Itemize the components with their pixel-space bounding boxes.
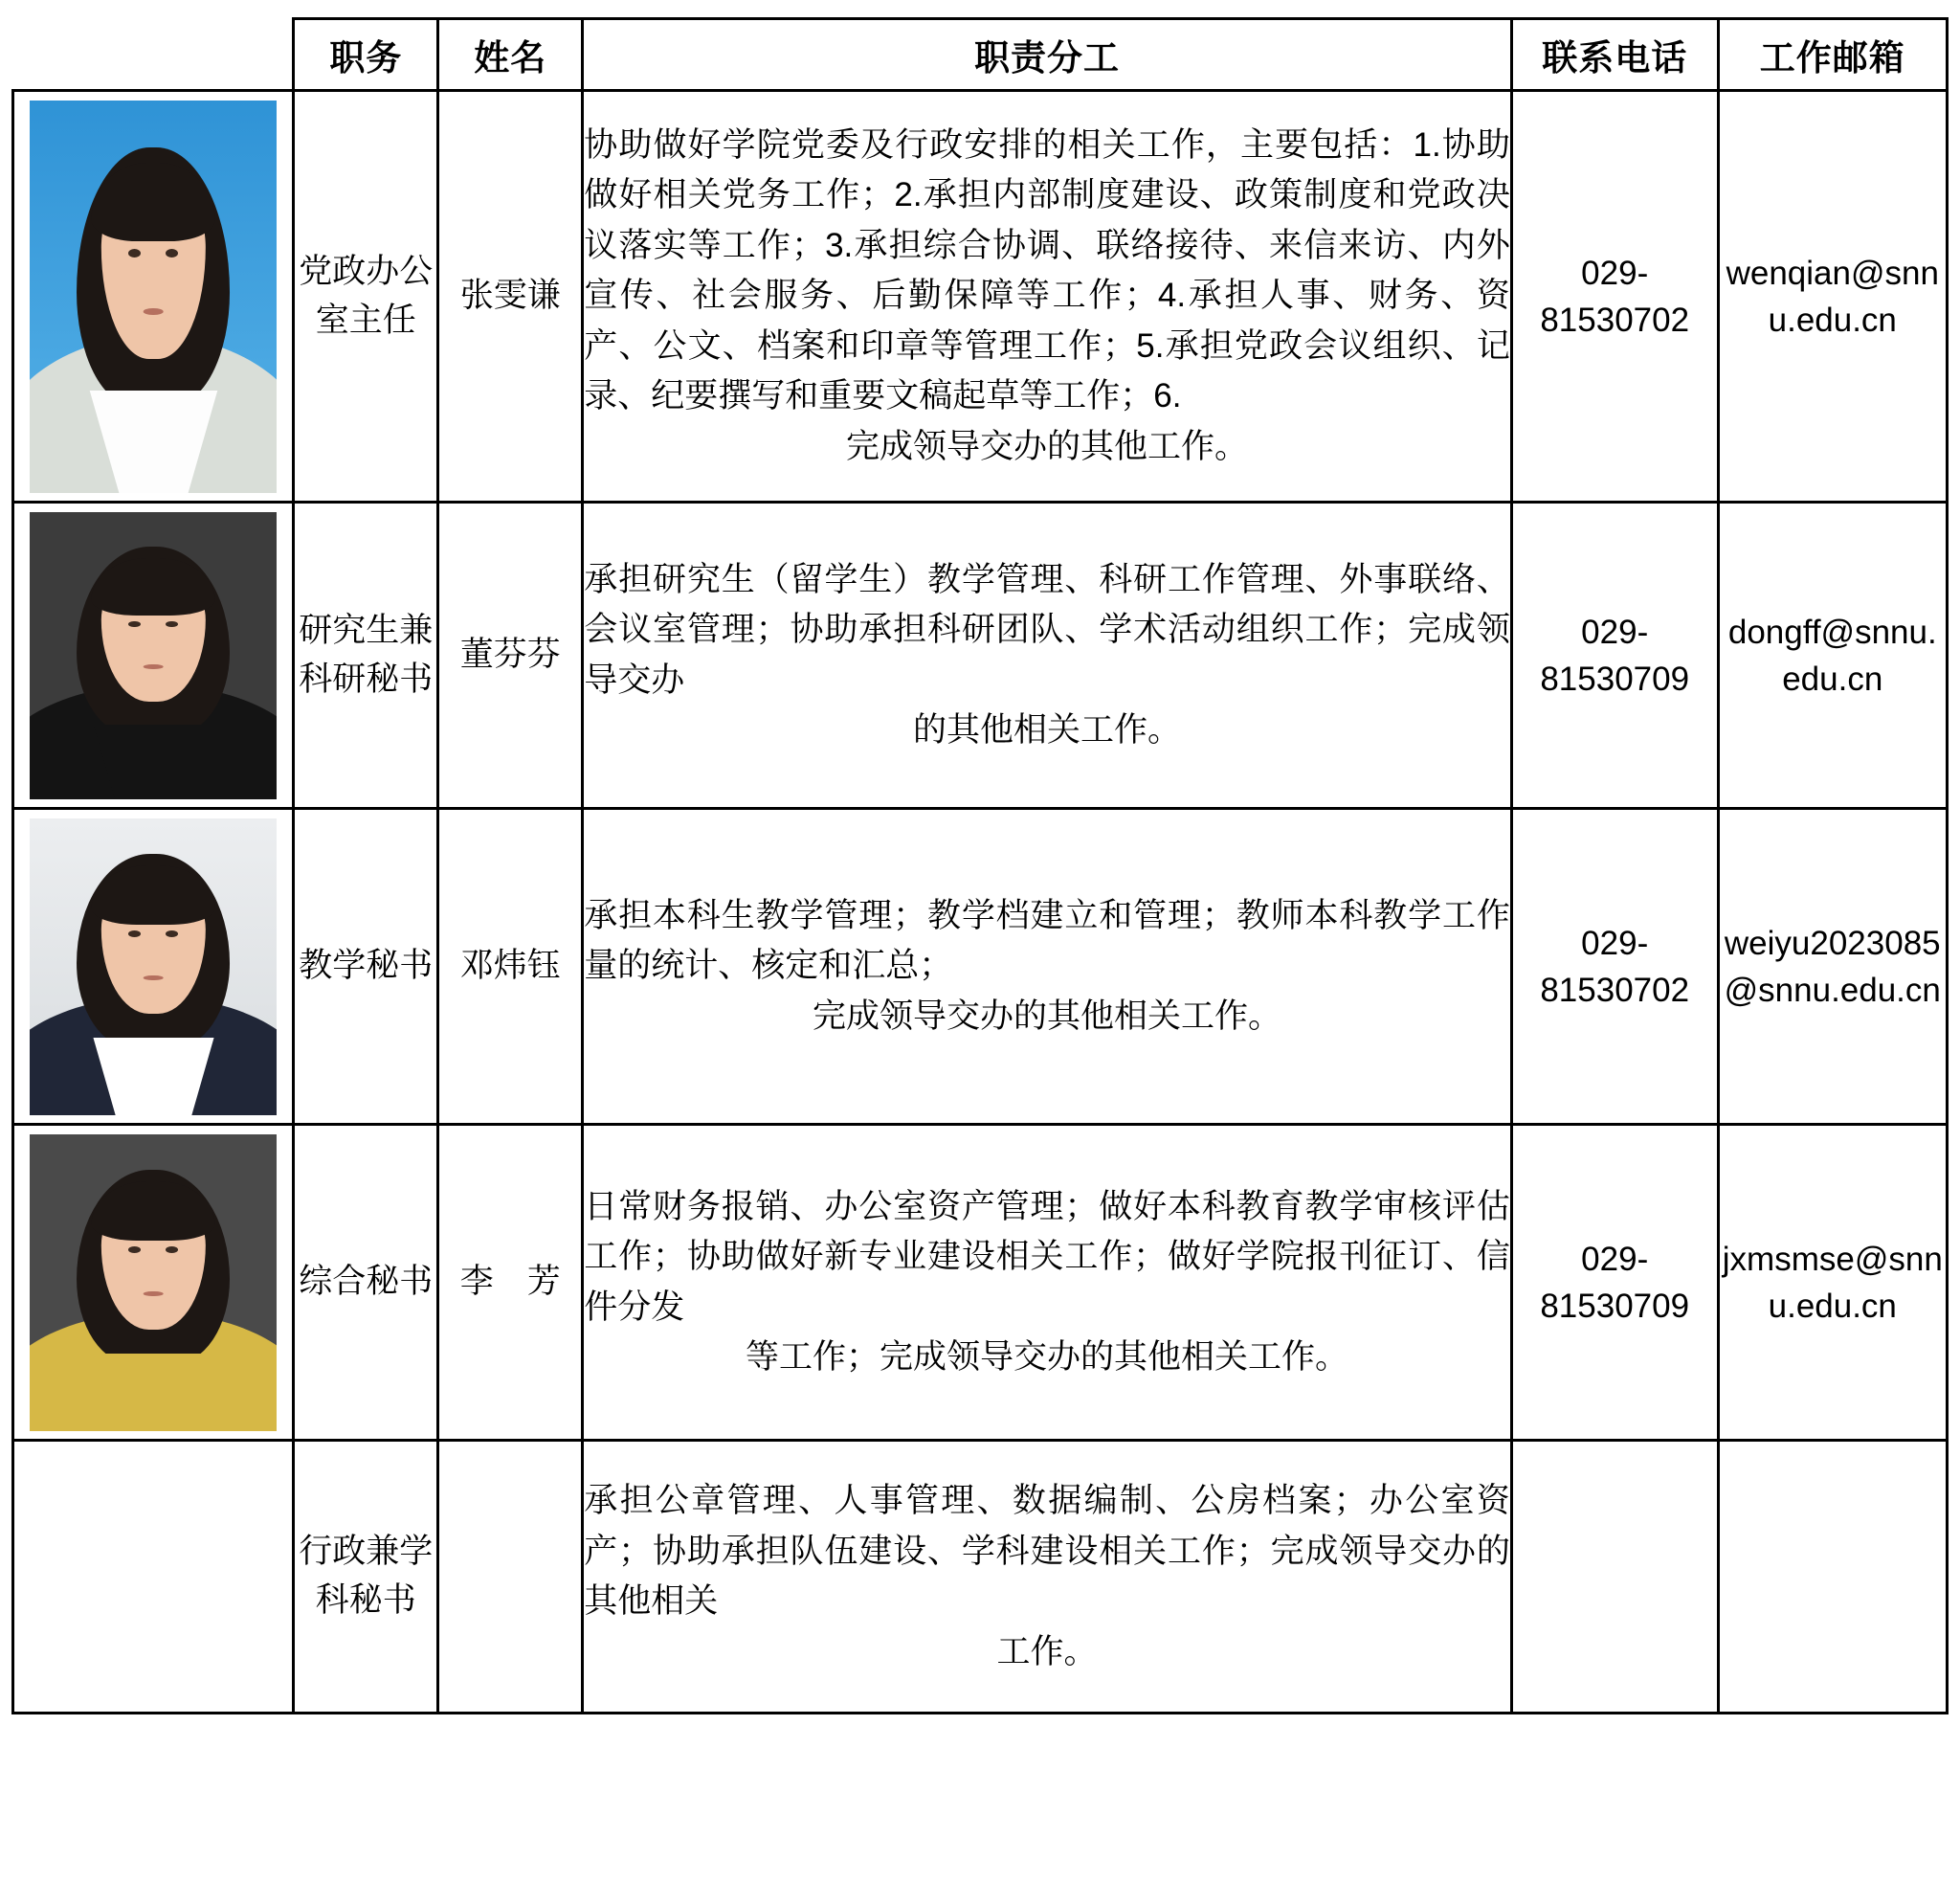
staff-duty-last-line: 完成领导交办的其他相关工作。 xyxy=(813,997,1282,1035)
staff-email: wenqian@snnu.edu.cn xyxy=(1718,91,1947,503)
staff-duty-table xyxy=(11,17,1949,1714)
staff-email xyxy=(1718,1441,1947,1714)
staff-photo-cell xyxy=(13,809,294,1125)
portrait-photo xyxy=(30,1134,277,1431)
table-row xyxy=(13,1441,1948,1714)
staff-duty xyxy=(583,1125,1512,1441)
staff-name: 李 芳 xyxy=(438,1125,583,1441)
column-header-title: 职务 xyxy=(294,19,438,91)
staff-duty-text: 承担研究生（留学生）教学管理、科研工作管理、外事联络、会议室管理；协助承担科研团队、学术活动组织工作；完成领导交办 xyxy=(584,560,1510,699)
staff-email: dongff@snnu.edu.cn xyxy=(1718,503,1947,809)
staff-duty xyxy=(583,809,1512,1125)
table-row xyxy=(13,1125,1948,1441)
staff-photo-cell-empty xyxy=(13,1441,294,1714)
staff-title: 党政办公室主任 xyxy=(294,91,438,503)
staff-phone xyxy=(1511,1441,1718,1714)
column-header-photo xyxy=(13,19,294,91)
staff-title: 教学秘书 xyxy=(294,809,438,1125)
staff-title: 综合秘书 xyxy=(294,1125,438,1441)
staff-duty-last-line: 的其他相关工作。 xyxy=(913,711,1182,749)
table-row xyxy=(13,809,1948,1125)
staff-photo-cell xyxy=(13,1125,294,1441)
staff-duty-text: 日常财务报销、办公室资产管理；做好本科教育教学审核评估工作；协助做好新专业建设相关工作；做好学院报刊征订、信件分发 xyxy=(584,1187,1510,1326)
staff-duty-last-line: 工作。 xyxy=(996,1632,1098,1670)
staff-title: 研究生兼科研秘书 xyxy=(294,503,438,809)
staff-photo-cell xyxy=(13,91,294,503)
staff-duty-last-line: 完成领导交办的其他工作。 xyxy=(846,427,1249,465)
staff-name: 董芬芬 xyxy=(438,503,583,809)
staff-duty-text: 协助做好学院党委及行政安排的相关工作，主要包括：1.协助做好相关党务工作；2.承担内部制度建设、政策制度和党政决议落实等工作；3.承担综合协调、联络接待、来信来访、内外宣传、社会服务、后勤保障等工作；4.承担人事、财务、资产、公文、档案和印章等管理工作；5.承担党政会议组织、记录、纪要撰写和重要文稿起草等工作；6. xyxy=(584,125,1510,415)
staff-email: weiyu2023085@snnu.edu.cn xyxy=(1718,809,1947,1125)
staff-name: 张雯谦 xyxy=(438,91,583,503)
staff-email: jxmsmse@snnu.edu.cn xyxy=(1718,1125,1947,1441)
staff-title: 行政兼学科秘书 xyxy=(294,1441,438,1714)
staff-duty-text: 承担公章管理、人事管理、数据编制、公房档案；办公室资产；协助承担队伍建设、学科建设相关工作；完成领导交办的其他相关 xyxy=(584,1482,1510,1620)
staff-phone: 029-81530702 xyxy=(1511,91,1718,503)
staff-duty xyxy=(583,1441,1512,1714)
table-header-row xyxy=(13,19,1948,91)
staff-photo-cell xyxy=(13,503,294,809)
staff-duty-last-line: 等工作；完成领导交办的其他相关工作。 xyxy=(746,1338,1349,1376)
staff-duty xyxy=(583,503,1512,809)
staff-duty xyxy=(583,91,1512,503)
staff-name xyxy=(438,1441,583,1714)
column-header-email: 工作邮箱 xyxy=(1718,19,1947,91)
staff-name: 邓炜钰 xyxy=(438,809,583,1125)
table-row xyxy=(13,91,1948,503)
portrait-photo xyxy=(30,512,277,799)
column-header-name: 姓名 xyxy=(438,19,583,91)
column-header-duty: 职责分工 xyxy=(583,19,1512,91)
column-header-phone: 联系电话 xyxy=(1511,19,1718,91)
staff-phone: 029-81530709 xyxy=(1511,1125,1718,1441)
table-header xyxy=(13,19,1948,91)
portrait-photo xyxy=(30,101,277,493)
staff-phone: 029-81530709 xyxy=(1511,503,1718,809)
portrait-photo xyxy=(30,818,277,1115)
staff-phone: 029-81530702 xyxy=(1511,809,1718,1125)
table-body xyxy=(13,91,1948,1714)
table-row xyxy=(13,503,1948,809)
staff-duty-text: 承担本科生教学管理；教学档建立和管理；教师本科教学工作量的统计、核定和汇总； xyxy=(584,896,1510,985)
